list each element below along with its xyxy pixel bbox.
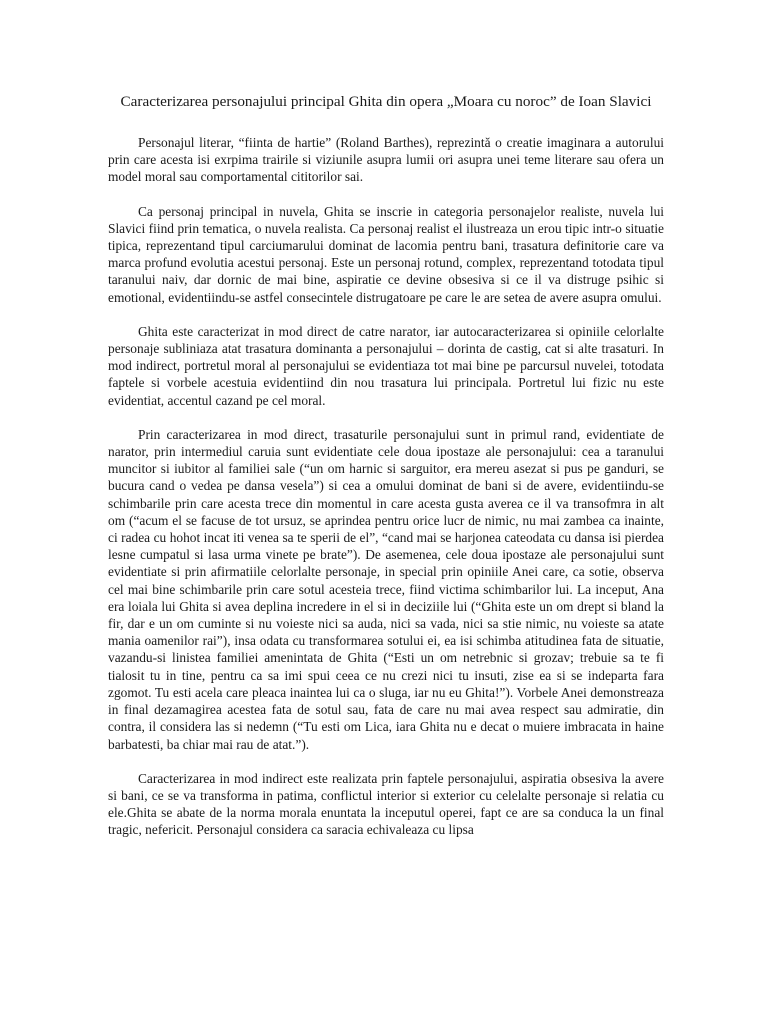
document-body — [108, 134, 664, 839]
paragraph-text: Caracterizarea in mod indirect este realizata prin faptele personajului, aspiratia obsesiva la avere si bani, ce se va transforma in patima, conflictul interior si exterior cu celelalte personaje si relatia cu ele.Ghita se abate de la norma morala enuntata la inceputul operei, fapt ce are sa conduca la un final tragic, nefericit. Personajul considera ca saracia echivaleaza cu lipsa — [108, 770, 664, 838]
quote-text: “Tu esti om Lica, iara Ghita nu e decat o muiere imbracata in haine barbatesti, ba chiar mai rau de atat.” — [108, 719, 664, 752]
paragraph — [108, 770, 664, 839]
paragraph-text: ). Vorbele Anei demonstreaza in final dezamagirea acestea fata de sotul sau, fata de care nu mai avea respect sau admiratie, din contra, il considera las si nedemn ( — [108, 684, 664, 735]
paragraph — [108, 323, 664, 409]
paragraph — [108, 134, 664, 186]
paragraph-text: ), insa odata cu transformarea sotului ei, ea isi schimba atitudinea fata de situatie, vazandu-si linistea familiei amenintata de Ghita ( — [108, 633, 664, 666]
paragraph — [108, 426, 664, 753]
quote-text: “Ghita este un om drept si bland la fir, dar e un om cuminte si nu voieste nici sa auda, nici sa vada, nici sa stie nimic, nu voieste sa atate mania oamenilor rai” — [108, 598, 664, 649]
paragraph-text: ). De asemenea, cele doua ipostaze ale personajului sunt evidentiate si prin afirmatiile celorlalte personaje, in special prin opiniile Anei care, ca sotie, observa cel mai bine schimbarile prin care sotul acesteia trece, fiind victima schimbarilor lui. La inceput, Ana era loiala lui Ghita si avea deplina incredere in el si in deciziile lui ( — [108, 547, 664, 614]
paragraph-text: Ca personaj principal in nuvela, Ghita se inscrie in categoria personajelor realiste, nuvela lui Slavici fiind prin tematica, o nuvela realista. Ca personaj realist el ilustreaza un erou tipic intr-o situatie tipica, reprezentand tipul carciumarului dominat de lacomia pentru bani, trasatura definitorie care va marca profund evolutia acestui personaj. Este un personaj rotund, complex, reprezentand totodata tipul taranului naiv, dar dornic de mai bine, aspiratie ce devine obsesiva si ce il va distruge psihic si emotional, evidentiindu-se astfel consecintele distrugatoare pe care le are setea de avere asupra omului. — [108, 203, 664, 305]
document-page — [108, 92, 664, 856]
quote-text: “acum el se facuse de tot ursuz, se aprindea pentru orice lucr de nimic, nu mai zambea ca inainte, ci radea cu hohot incat iti venea sa te sperii de el”, “cand mai se harjonea cateodata cu dansa isi pierdea lesne cumpatul si lasa urma vinete pe brate” — [108, 512, 665, 563]
paragraph-text: ). — [301, 736, 310, 752]
paragraph-text: Prin caracterizarea in mod direct, trasaturile personajului sunt in primul rand, evidentiate de narator, prin intermediul caruia sunt evidentiate cele doua ipostaze ale personajului: cea a taranului muncitor si iubitor al familiei sale ( — [108, 426, 664, 477]
paragraph — [108, 203, 664, 306]
document-title: Caracterizarea personajului principal Ghita din opera „Moara cu noroc” de Ioan Slavici — [120, 93, 652, 110]
paragraph-text: Ghita este caracterizat in mod direct de catre narator, iar autocaracterizarea si opiniile celorlalte personaje subliniaza atat trasatura dominanta a personajului – dorinta de castig, cat si alte trasaturi. In mod indirect, portretul moral al personajului se evidentiaza tot mai bine pe parcursul nuvelei, totodata faptele si vorbele acestuia evidentiind din nou trasatura lui principala. Portretul lui fizic nu este evidentiat, accentul cazand pe cel moral. — [108, 323, 664, 408]
paragraph-text: ) si cea a omului dominat de bani si de avere, evidentiindu-se schimbarile prin care acesta trece din momentul in care acesta gusta averea ce il va transofmra in alt om ( — [108, 478, 664, 528]
quote-text: “un om harnic si sarguitor, era mereu asezat si pus pe ganduri, se bucura cand o vedea pe dansa vesela” — [108, 461, 664, 494]
quote-text: “Esti un om netrebnic si grozav; trebuie sa te fi tialosit tu in tine, pentru ca sa imi spui ceea ce nu crezi nici tu insuti, zise ea si se indeparta fara zgomot. Tu esti acela care pleaca inaintea lui ca o sluga, iar nu eu Ghita!” — [108, 650, 665, 700]
paragraph-text: Personajul literar, “fiinta de hartie” (Roland Barthes), reprezintă o creatie imaginara a autorului prin care acesta isi exrpima trairile si viziunile asupra lumii ori asupra unei teme literare sau ofera un model moral sau comportamental cititorilor sai. — [108, 135, 664, 185]
